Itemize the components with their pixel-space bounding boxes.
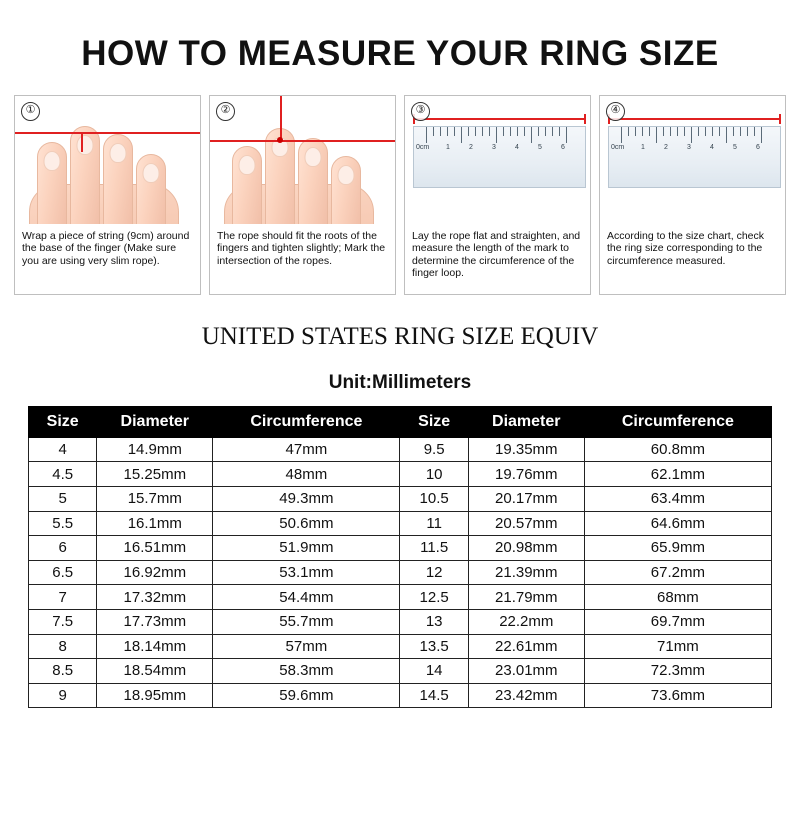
cell-diameter: 17.32mm (97, 585, 213, 610)
cell-size: 4 (29, 437, 97, 462)
cell-size: 8 (29, 634, 97, 659)
string-knot-mark (277, 137, 283, 143)
step-card-3 (404, 95, 591, 295)
cell-circumference: 57mm (213, 634, 400, 659)
cell-size: 13 (400, 609, 468, 634)
cell-size: 10 (400, 462, 468, 487)
ruler-tick-label: 1 (641, 144, 645, 151)
cell-size: 11 (400, 511, 468, 536)
cell-circumference: 59.6mm (213, 683, 400, 708)
ring-size-table (28, 406, 772, 709)
table-unit-label: Unit:Millimeters (328, 371, 472, 393)
cell-circumference: 58.3mm (213, 659, 400, 684)
string-line (413, 118, 586, 120)
table-row (29, 462, 772, 487)
cell-size: 14.5 (400, 683, 468, 708)
ruler-body (608, 126, 781, 188)
table-row (29, 486, 772, 511)
cell-size: 6 (29, 536, 97, 561)
finger-shape (331, 156, 361, 224)
table-row (29, 634, 772, 659)
cell-diameter: 22.61mm (468, 634, 584, 659)
cell-circumference: 60.8mm (584, 437, 771, 462)
cell-circumference: 47mm (213, 437, 400, 462)
cell-circumference: 64.6mm (584, 511, 771, 536)
table-row (29, 560, 772, 585)
cell-size: 7 (29, 585, 97, 610)
cell-circumference: 55.7mm (213, 609, 400, 634)
cell-size: 12 (400, 560, 468, 585)
step-2-illustration (210, 96, 395, 224)
ruler-tick-label: 4 (515, 144, 519, 151)
cell-diameter: 23.42mm (468, 683, 584, 708)
steps-row (0, 95, 800, 295)
cell-diameter: 18.14mm (97, 634, 213, 659)
step-caption: The rope should fit the roots of the fingers and tighten slightly; Mark the intersection of the ropes. (217, 230, 386, 267)
ruler-zero-label: 0cm (416, 144, 430, 151)
ruler-tick-label: 3 (687, 144, 691, 151)
cell-size: 6.5 (29, 560, 97, 585)
cell-size: 12.5 (400, 585, 468, 610)
table-header-row (29, 406, 772, 437)
table-row (29, 683, 772, 708)
table-row (29, 609, 772, 634)
ruler-tick-label: 6 (756, 144, 760, 151)
cell-size: 5.5 (29, 511, 97, 536)
step-3-illustration (405, 96, 590, 224)
column-header-size: Size (400, 406, 468, 437)
cell-circumference: 51.9mm (213, 536, 400, 561)
step-card-4 (599, 95, 786, 295)
finger-shape (70, 126, 100, 224)
cell-size: 13.5 (400, 634, 468, 659)
cell-circumference: 48mm (213, 462, 400, 487)
string-tail (81, 132, 83, 152)
cell-circumference: 50.6mm (213, 511, 400, 536)
ruler-tick-label: 3 (492, 144, 496, 151)
ruler-tick-label: 1 (446, 144, 450, 151)
fingernail (305, 147, 322, 167)
table-row (29, 536, 772, 561)
ruler-tick-label: 2 (469, 144, 473, 151)
cell-diameter: 14.9mm (97, 437, 213, 462)
cell-size: 14 (400, 659, 468, 684)
table-row (29, 585, 772, 610)
fingernail (110, 143, 127, 163)
cell-diameter: 21.39mm (468, 560, 584, 585)
table-row (29, 659, 772, 684)
cell-diameter: 20.17mm (468, 486, 584, 511)
step-card-2 (209, 95, 396, 295)
cell-diameter: 20.98mm (468, 536, 584, 561)
fingernail (143, 163, 160, 183)
string-end-mark (779, 114, 781, 124)
ruler-body (413, 126, 586, 188)
cell-circumference: 54.4mm (213, 585, 400, 610)
ruler-tick-label: 2 (664, 144, 668, 151)
step-number-badge: ④ (606, 102, 625, 121)
column-header-size: Size (29, 406, 97, 437)
page-title: HOW TO MEASURE YOUR RING SIZE (81, 34, 719, 73)
ruler-tick-label: 5 (538, 144, 542, 151)
cell-circumference: 73.6mm (584, 683, 771, 708)
table-row (29, 511, 772, 536)
cell-diameter: 16.51mm (97, 536, 213, 561)
string-line (210, 140, 395, 142)
step-4-illustration (600, 96, 785, 224)
fingernail (77, 135, 94, 155)
cell-diameter: 18.54mm (97, 659, 213, 684)
ring-size-guide-page (0, 36, 800, 836)
hand-illustration (210, 96, 395, 224)
step-caption: According to the size chart, check the ring size corresponding to the circumference measured. (607, 230, 764, 267)
cell-size: 9.5 (400, 437, 468, 462)
cell-circumference: 62.1mm (584, 462, 771, 487)
step-number-badge: ② (216, 102, 235, 121)
cell-circumference: 53.1mm (213, 560, 400, 585)
step-caption: Lay the rope flat and straighten, and measure the length of the mark to determine the circumference of the finger loop. (412, 230, 581, 280)
cell-diameter: 15.7mm (97, 486, 213, 511)
cell-diameter: 20.57mm (468, 511, 584, 536)
string-line (15, 132, 200, 134)
cell-circumference: 69.7mm (584, 609, 771, 634)
cell-circumference: 72.3mm (584, 659, 771, 684)
ruler-zero-label: 0cm (611, 144, 625, 151)
cell-size: 4.5 (29, 462, 97, 487)
column-header-circumference: Circumference (213, 406, 400, 437)
ruler-tick-label: 4 (710, 144, 714, 151)
cell-diameter: 21.79mm (468, 585, 584, 610)
column-header-diameter: Diameter (468, 406, 584, 437)
table-body (29, 437, 772, 708)
step-1-illustration (15, 96, 200, 224)
hand-illustration (15, 96, 200, 224)
cell-circumference: 67.2mm (584, 560, 771, 585)
cell-size: 9 (29, 683, 97, 708)
column-header-diameter: Diameter (97, 406, 213, 437)
step-caption: Wrap a piece of string (9cm) around the base of the finger (Make sure you are using very slim rope). (22, 230, 190, 267)
cell-diameter: 22.2mm (468, 609, 584, 634)
cell-circumference: 71mm (584, 634, 771, 659)
table-title: UNITED STATES RING SIZE EQUIV (201, 323, 599, 350)
cell-size: 5 (29, 486, 97, 511)
ruler-tick-label: 6 (561, 144, 565, 151)
fingernail (44, 151, 61, 171)
cell-diameter: 15.25mm (97, 462, 213, 487)
finger-shape (103, 134, 133, 224)
cell-diameter: 19.35mm (468, 437, 584, 462)
finger-shape (232, 146, 262, 224)
table-row (29, 437, 772, 462)
cell-diameter: 19.76mm (468, 462, 584, 487)
table-header (29, 406, 772, 437)
step-number-badge: ① (21, 102, 40, 121)
cell-size: 7.5 (29, 609, 97, 634)
cell-size: 11.5 (400, 536, 468, 561)
string-line (608, 118, 781, 120)
cell-size: 8.5 (29, 659, 97, 684)
cell-circumference: 63.4mm (584, 486, 771, 511)
finger-shape (298, 138, 328, 224)
ruler-tick-label: 5 (733, 144, 737, 151)
ruler-illustration (405, 96, 590, 224)
step-card-1 (14, 95, 201, 295)
finger-shape (37, 142, 67, 224)
string-end-mark (584, 114, 586, 124)
cell-diameter: 23.01mm (468, 659, 584, 684)
cell-diameter: 16.92mm (97, 560, 213, 585)
cell-circumference: 65.9mm (584, 536, 771, 561)
cell-circumference: 68mm (584, 585, 771, 610)
finger-shape (136, 154, 166, 224)
fingernail (239, 155, 256, 175)
fingernail (338, 165, 355, 185)
cell-diameter: 16.1mm (97, 511, 213, 536)
cell-diameter: 17.73mm (97, 609, 213, 634)
cell-circumference: 49.3mm (213, 486, 400, 511)
column-header-circumference: Circumference (584, 406, 771, 437)
ruler-illustration (600, 96, 785, 224)
cell-diameter: 18.95mm (97, 683, 213, 708)
step-number-badge: ③ (411, 102, 430, 121)
cell-size: 10.5 (400, 486, 468, 511)
string-tail (280, 96, 282, 142)
